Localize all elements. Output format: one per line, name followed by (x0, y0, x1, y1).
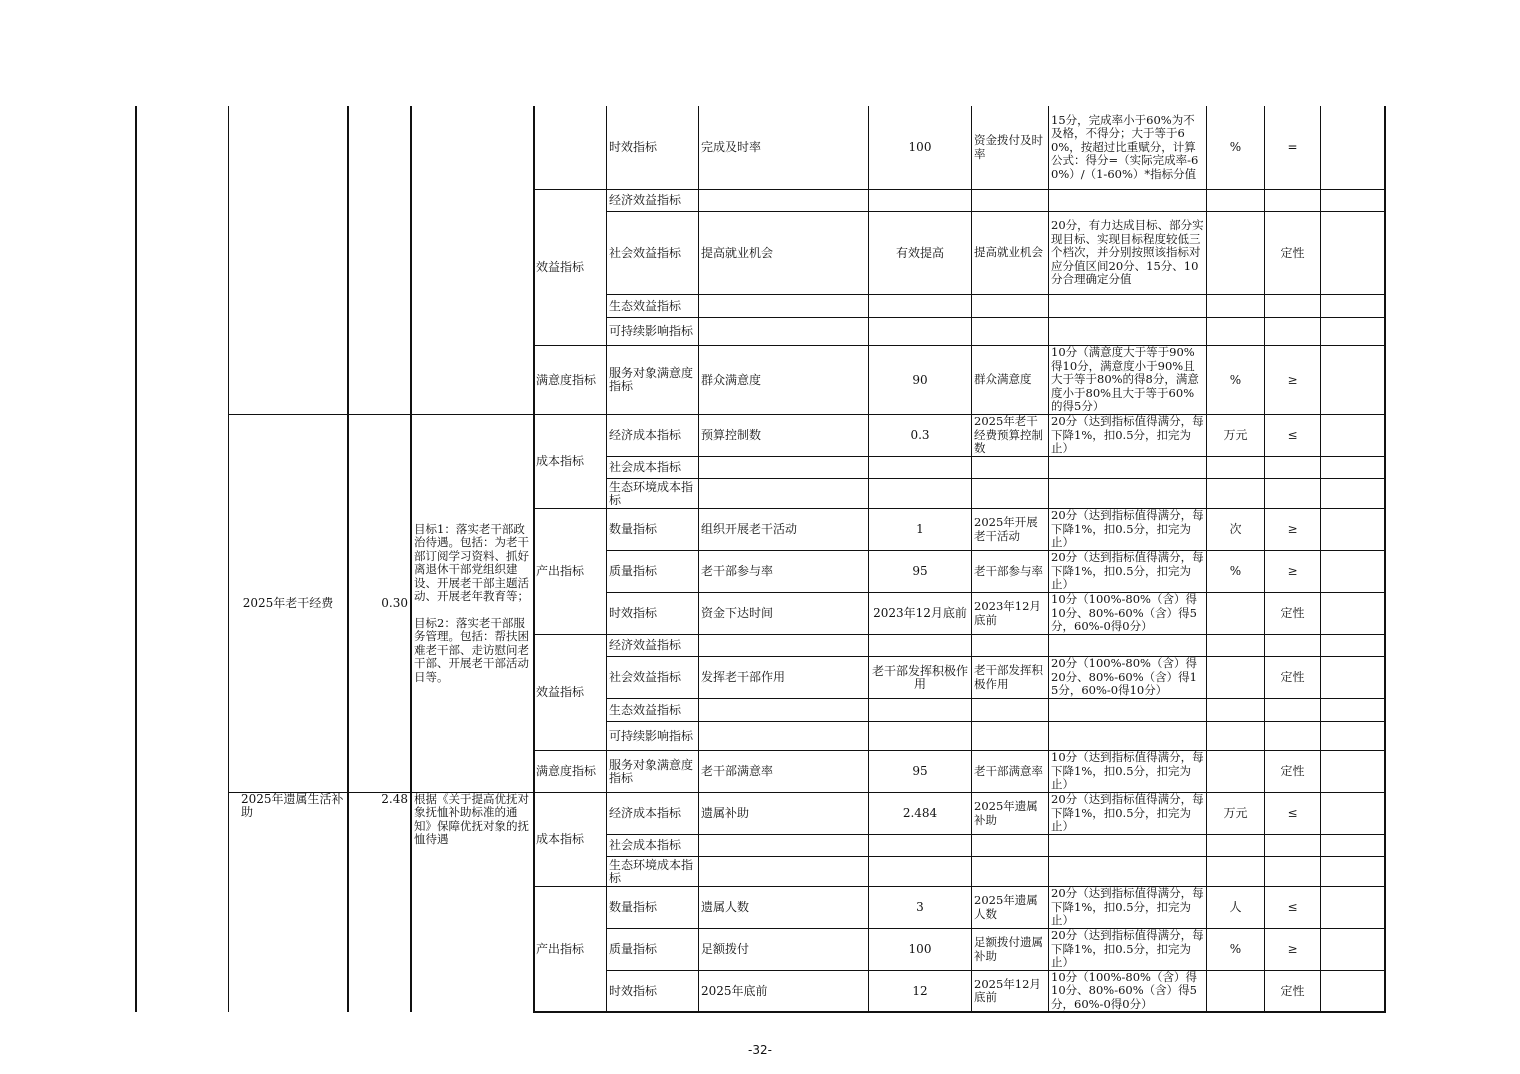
indicator-level3: 遗属补助 (701, 806, 750, 820)
scoring-rule: 20分（达到指标值得满分，每下降1%，扣0.5分，扣完为止） (1051, 792, 1204, 834)
comparison: ≥ (1287, 372, 1298, 387)
table-border-left (135, 106, 137, 1012)
comparison: 定性 (1280, 764, 1305, 778)
indicator-level2: 经济成本指标 (609, 428, 682, 442)
indicator-content: 2025年遗属补助 (974, 799, 1038, 827)
row-divider (606, 721, 1386, 722)
indicator-value: 0.3 (910, 428, 930, 442)
indicator-level3: 资金下达时间 (701, 606, 774, 620)
indicator-level2: 经济成本指标 (609, 806, 682, 820)
indicator-level1: 效益指标 (536, 260, 585, 274)
indicator-level2: 社会成本指标 (609, 460, 682, 474)
row-divider (606, 294, 1386, 295)
unit: 人 (1229, 900, 1242, 914)
indicator-level2: 生态环境成本指标 (609, 857, 694, 885)
indicator-level3: 遗属人数 (701, 900, 750, 914)
indicator-value: 有效提高 (895, 245, 944, 260)
indicator-level2: 生态效益指标 (609, 702, 682, 717)
unit: % (1229, 140, 1242, 154)
indicator-level1: 产出指标 (536, 564, 585, 578)
indicator-content: 2025年老干经费预算控制数 (974, 414, 1043, 456)
scoring-rule: 20分（100%-80%（含）得20分、80%-60%（含）得15分，60%-0得10分） (1051, 656, 1197, 698)
indicator-level2: 时效指标 (609, 606, 658, 620)
project-amount: 2.48 (381, 792, 408, 806)
unit: 万元 (1223, 806, 1248, 820)
indicator-content: 提高就业机会 (974, 245, 1043, 260)
scoring-rule: 15分，完成率小于60%为不及格，不得分；大于等于60%，按超过比重赋分，计算公式：得分=（实际完成率-60%）/（1-60%）*指标分值 (1051, 112, 1199, 181)
indicator-level2: 可持续影响指标 (609, 324, 694, 338)
indicator-level1: 产出指标 (536, 941, 585, 956)
col-divider (1320, 106, 1321, 1012)
indicator-level3: 2025年底前 (701, 983, 768, 998)
unit: % (1229, 372, 1242, 387)
unit: % (1229, 564, 1242, 578)
indicator-content: 2023年12月底前 (974, 599, 1041, 627)
indicator-content: 2025年开展老干活动 (974, 515, 1038, 543)
indicator-level2: 质量指标 (609, 564, 658, 578)
indicator-level2: 社会效益指标 (609, 670, 682, 684)
row-divider (606, 698, 1386, 699)
comparison: 定性 (1280, 983, 1305, 998)
indicator-level3: 老干部满意率 (701, 764, 774, 778)
comparison: = (1287, 140, 1298, 154)
indicator-level2: 时效指标 (609, 983, 658, 998)
table-border-right (1384, 106, 1386, 1012)
indicator-level2: 可持续影响指标 (609, 728, 694, 743)
indicator-value: 2.484 (902, 806, 938, 820)
scoring-rule: 20分，有力达成目标、部分实现目标、实现目标程度较低三个档次，并分别按照该指标对应分值区间20分、15分、10分合理确定分值 (1051, 218, 1204, 287)
row-divider (606, 478, 1386, 479)
indicator-value: 95 (912, 564, 928, 578)
indicator-level3: 预算控制数 (701, 428, 762, 442)
indicator-content: 老干部发挥积极作用 (974, 663, 1043, 691)
project-name: 2025年老干经费 (242, 596, 334, 610)
indicator-level2: 数量指标 (609, 900, 658, 914)
indicator-content: 2025年12月底前 (974, 976, 1041, 1004)
indicator-level2: 服务对象满意度指标 (609, 757, 694, 785)
indicator-value: 3 (916, 900, 924, 914)
comparison: 定性 (1280, 670, 1305, 684)
indicator-level1: 效益指标 (536, 685, 585, 699)
indicator-level2: 经济效益指标 (609, 638, 682, 652)
project-goal: 根据《关于提高优抚对象抚恤补助标准的通知》保障优抚对象的抚恤待遇 (414, 792, 529, 847)
scoring-rule: 20分（达到指标值得满分，每下降1%，扣0.5分，扣完为止） (1051, 550, 1204, 592)
row-divider (606, 856, 1386, 857)
indicator-level3: 老干部参与率 (701, 564, 774, 578)
indicator-value: 12 (912, 983, 928, 998)
indicator-level2: 社会成本指标 (609, 838, 682, 852)
comparison: ≤ (1287, 806, 1298, 820)
indicator-value: 老干部发挥积极作用 (871, 663, 968, 691)
indicator-level2: 生态环境成本指标 (609, 479, 694, 507)
indicator-level2: 生态效益指标 (609, 298, 682, 313)
scoring-rule: 10分（100%-80%（含）得10分、80%-60%（含）得5分，60%-0得0分） (1051, 969, 1197, 1011)
indicator-value: 1 (916, 522, 924, 536)
indicator-content: 老干部参与率 (974, 563, 1043, 578)
indicator-level1: 满意度指标 (536, 372, 597, 387)
row-divider (606, 834, 1386, 835)
indicator-level2: 社会效益指标 (609, 245, 682, 260)
comparison: ≥ (1287, 942, 1298, 956)
indicator-content: 2025年遗属人数 (974, 893, 1038, 921)
comparison: ≥ (1287, 564, 1298, 578)
indicator-level1: 满意度指标 (536, 764, 597, 778)
page-number: -32- (748, 1043, 772, 1057)
comparison: 定性 (1280, 245, 1305, 260)
comparison: ≥ (1287, 522, 1298, 536)
indicator-level3: 组织开展老干活动 (701, 522, 798, 536)
indicator-level3: 群众满意度 (701, 372, 762, 387)
indicator-value: 100 (908, 942, 932, 956)
indicator-content: 群众满意度 (974, 372, 1032, 387)
comparison: ≤ (1287, 428, 1298, 442)
indicator-level2: 质量指标 (609, 942, 658, 956)
indicator-level2: 数量指标 (609, 522, 658, 536)
scoring-rule: 10分（达到指标值得满分，每下降1%，扣0.5分，扣完为止） (1051, 750, 1204, 792)
indicator-content: 足额拨付遗属补助 (974, 935, 1043, 963)
indicator-level2: 服务对象满意度指标 (609, 366, 694, 393)
comparison: 定性 (1280, 606, 1305, 620)
project-goal: 目标1：落实老干部政治待遇。包括：为老干部订阅学习资料、抓好离退休干部党组织建设、开展老干部主题活动、开展老年教育等； 目标2：落实老干部服务管理。包括：帮扶困难老干部、走访慰问老干部、开展老干部活动日等。 (414, 522, 529, 684)
indicator-content: 老干部满意率 (974, 763, 1043, 778)
row-divider (606, 456, 1386, 457)
unit: 万元 (1223, 428, 1248, 442)
scoring-rule: 20分（达到指标值得满分，每下降1%，扣0.5分，扣完为止） (1051, 508, 1204, 550)
indicator-level3: 足额拨付 (701, 942, 750, 956)
comparison: ≤ (1287, 900, 1298, 914)
indicator-level3: 提高就业机会 (701, 245, 774, 260)
row-divider (606, 317, 1386, 318)
indicator-value: 95 (912, 764, 928, 778)
indicator-level3: 发挥老干部作用 (701, 670, 786, 684)
indicator-value: 100 (908, 140, 932, 154)
table-border-bottom (533, 1011, 1386, 1013)
indicator-value: 90 (912, 372, 928, 387)
indicator-level1: 成本指标 (536, 832, 585, 846)
indicator-content: 资金拨付及时率 (974, 133, 1043, 161)
indicator-level2: 时效指标 (609, 140, 658, 154)
unit: 次 (1229, 522, 1242, 536)
project-amount: 0.30 (381, 596, 408, 610)
scoring-rule: 20分（达到指标值得满分，每下降1%，扣0.5分，扣完为止） (1051, 928, 1204, 970)
indicator-value: 2023年12月底前 (873, 606, 967, 620)
scoring-rule: 10分（100%-80%（含）得10分、80%-60%（含）得5分，60%-0得0分） (1051, 592, 1197, 634)
project-name: 2025年遗属生活补助 (241, 792, 344, 819)
indicator-level3: 完成及时率 (701, 140, 762, 154)
scoring-rule: 10分（满意度大于等于90%得10分，满意度小于90%且大于等于80%的得8分，满意度小于80%且大于等于60%的得5分） (1051, 345, 1199, 414)
scoring-rule: 20分（达到指标值得满分，每下降1%，扣0.5分，扣完为止） (1051, 886, 1204, 928)
indicator-level2: 经济效益指标 (609, 193, 682, 207)
scoring-rule: 20分（达到指标值得满分，每下降1%，扣0.5分，扣完为止） (1051, 414, 1204, 456)
indicator-level1: 成本指标 (536, 454, 585, 468)
unit: % (1229, 942, 1242, 956)
